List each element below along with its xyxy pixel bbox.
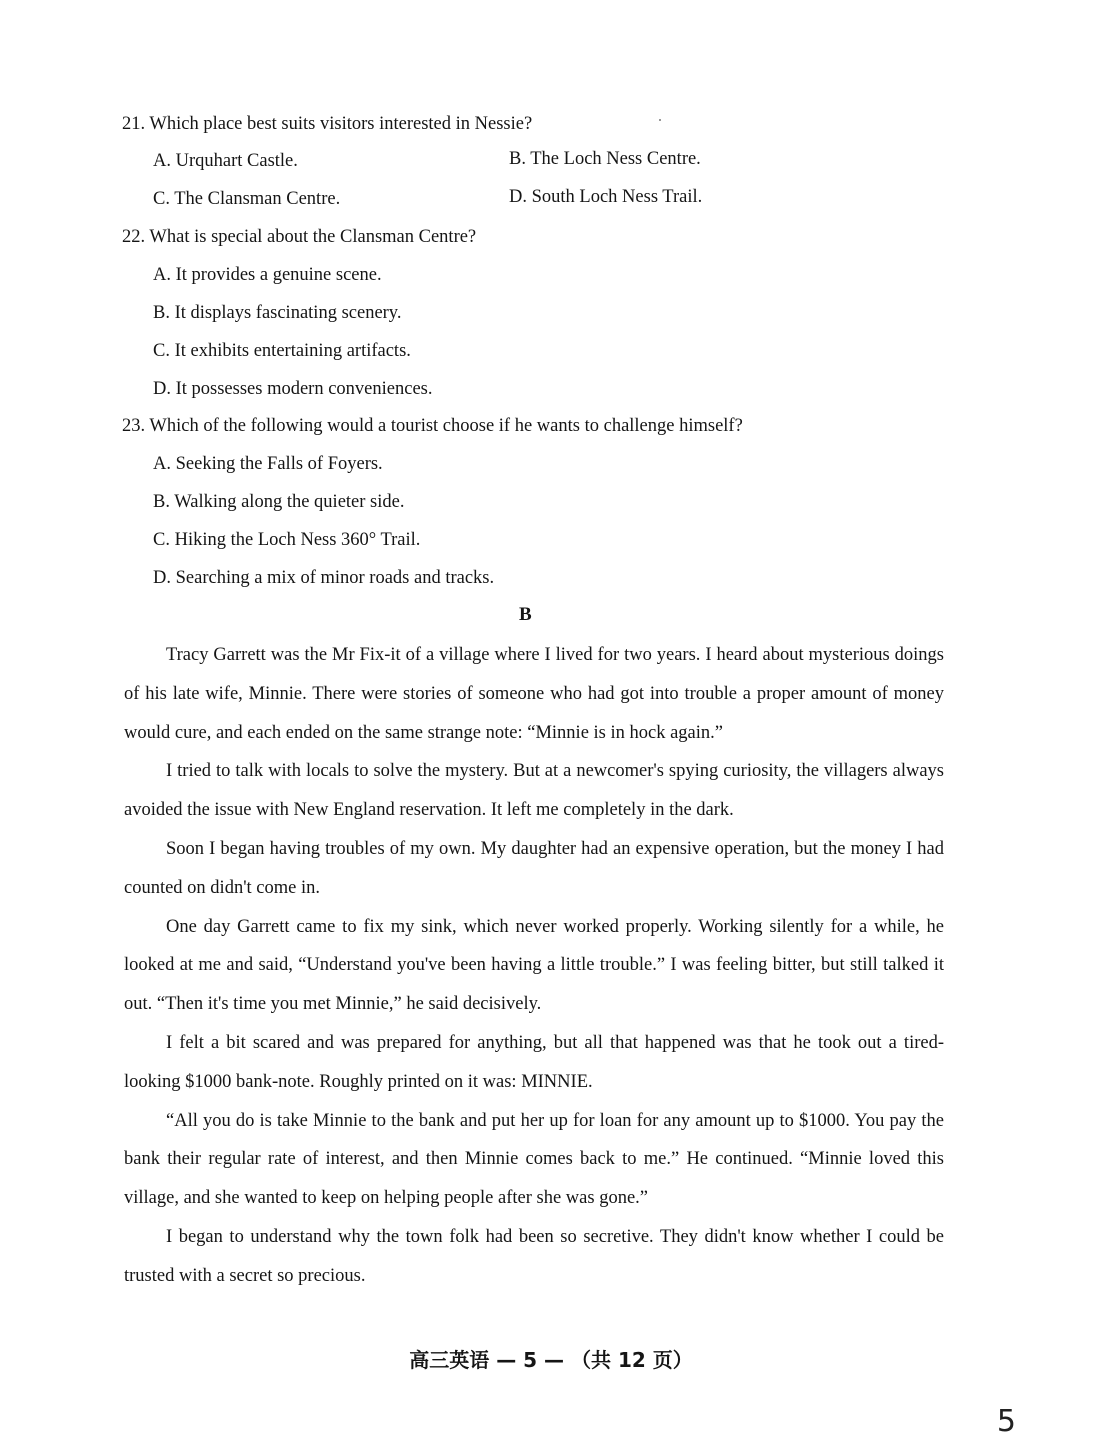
question-23-option-d: D. Searching a mix of minor roads and tracks. [153, 568, 495, 588]
passage-paragraph-4: One day Garrett came to fix my sink, which never worked properly. Working silently for a while, he looked at me and said, “Understand you've been having a little trouble.” I was feeling bitter, but still talked it out. “Then it's time you met Minnie,” he said decisively. [124, 916, 944, 1015]
page-number: 5 [996, 1404, 1016, 1439]
question-23-stem: 23. Which of the following would a tourist choose if he wants to challenge himself? [122, 416, 743, 436]
passage-paragraph-5: I felt a bit scared and was prepared for anything, but all that happened was that he took out a tired-looking $1000 bank-note. Roughly printed on it was: MINNIE. [124, 1032, 944, 1092]
question-22-option-b: B. It displays fascinating scenery. [153, 303, 402, 323]
question-23-option-a: A. Seeking the Falls of Foyers. [153, 454, 383, 474]
passage-paragraph-3: Soon I began having troubles of my own. My daughter had an expensive operation, but the money I had counted on didn't come in. [124, 838, 944, 898]
question-23-option-b: B. Walking along the quieter side. [153, 492, 405, 512]
question-21-option-b: B. The Loch Ness Centre. [509, 149, 701, 169]
question-22-option-a: A. It provides a genuine scene. [153, 265, 382, 285]
question-21-option-a: A. Urquhart Castle. [153, 151, 298, 171]
passage-paragraph-1: Tracy Garrett was the Mr Fix-it of a village where I lived for two years. I heard about mysterious doings of his late wife, Minnie. There were stories of someone who had got into trouble a proper amount of money would cure, and each ended on the same strange note: “Minnie is in hock again.” [124, 645, 944, 743]
question-21-option-c: C. The Clansman Centre. [153, 189, 341, 209]
section-b-heading: B [519, 604, 532, 625]
question-21-stem: 21. Which place best suits visitors interested in Nessie? [122, 114, 533, 134]
question-21-option-d: D. South Loch Ness Trail. [509, 187, 703, 207]
passage-paragraph-6: “All you do is take Minnie to the bank and put her up for loan for any amount up to $1000. You pay the bank their regular rate of interest, and then Minnie comes back to me.” He continued. “Minnie loved this village, and she wanted to keep on helping people after she was gone.” [124, 1110, 944, 1209]
passage-paragraph-2: I tried to talk with locals to solve the mystery. But at a newcomer's spying curiosity, the villagers always avoided the issue with New England reservation. It left me completely in the dark. [124, 761, 944, 821]
question-22-option-d: D. It possesses modern conveniences. [153, 379, 433, 399]
page-footer: 高三英语 — 5 — （共 12 页） [409, 1348, 693, 1372]
reading-passage-b [124, 636, 944, 1296]
passage-paragraph-7: I began to understand why the town folk had been so secretive. They didn't know whether I could be trusted with a secret so precious. [124, 1226, 944, 1286]
question-22-option-c: C. It exhibits entertaining artifacts. [153, 341, 411, 361]
question-23-option-c: C. Hiking the Loch Ness 360° Trail. [153, 530, 421, 550]
question-22-stem: 22. What is special about the Clansman Centre? [122, 227, 477, 247]
